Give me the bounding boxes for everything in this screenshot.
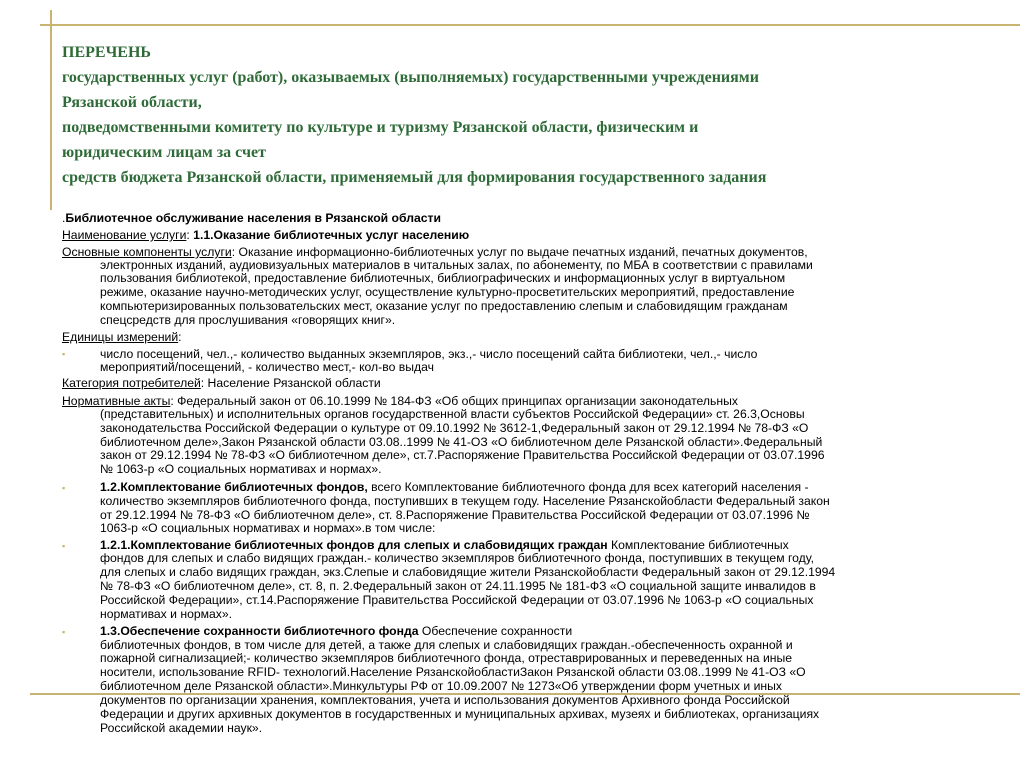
item-1-2-title: 1.2.Комплектование библиотечных фондов, [100,480,368,494]
item-1-3-line: библиотечных фондов, в том числе для детей, а также для слепых и слабовидящих граждан.-обеспеченность охранной и [100,638,793,652]
item-1-2-row [100,480,809,494]
item-1-2-1-line: № 78-ФЗ «О библиотечном деле», ст. 8, п. 2.Федеральный закон от 24.11.1995 № 181-ФЗ «О социальной защите инвалидов в [100,579,816,593]
heading-prefix: . [62,211,66,225]
item-1-3-line: Российской академии наук». [100,721,263,735]
category-row [62,376,381,390]
components-line: электронных изданий, аудиовизуальных материалов в читальных залах, по абонементу, по МБА в соответствии с правилами [100,258,813,272]
acts-text: : Федеральный закон от 06.10.1999 № 184-ФЗ «Об общих принципах организации законодательных [170,394,738,408]
title-line: Рязанской области, [62,94,202,111]
item-1-3-line: документов по организации хранения, комплектования, учета и использования документов Архивного фонда Российской [100,693,790,707]
item-1-2-1-line: фондов для слепых и слабо видящих граждан.- количество экземпляров библиотечного фонда, поступивших в текущем году, [100,551,815,565]
title-line: государственных услуг (работ), оказываемых (выполняемых) государственными учреждениями [62,69,759,86]
units-line: мероприятий/посещений, - количество мест,- кол-во выдач [100,360,434,374]
left-rule [50,10,52,210]
item-1-2-1-row [100,538,789,552]
acts-line: закон от 29.12.1994 № 78-ФЗ «О библиотечном деле», ст.7.Распоряжение Правительства Российской Федерации от 03.07.1996 [100,448,825,462]
units-sep: : [178,330,182,344]
acts-line: № 1063-р «О социальных нормативах и нормах». [100,462,382,476]
category-value: : Население Рязанской области [200,376,381,390]
acts-line: библиотечном деле»,Закон Рязанской области 03.08..1999 № 41-ОЗ «О библиотечном деле Рязанской области».Федеральный [100,435,823,449]
bullet-icon: ▪ [62,627,66,637]
item-1-2-1-line: нормативах и нормах». [100,607,233,621]
acts-label: Нормативные акты [62,394,171,408]
item-1-3-row [100,624,572,638]
components-line: спецсредств для прослушивания «говорящих книг». [100,313,396,327]
item-1-3-line: носители, использование RFID- технологий.Население РязанскойобластиЗакон Рязанской области 03.08..1999 № 41-ОЗ «О [100,665,806,679]
item-1-2-1-line: для слепых и слабо видящих граждан, экз.Слепые и слабовидящие жители Рязанскойобласти Федеральный закон от 29.12.1994 [100,565,836,579]
bullet-icon: ▪ [62,483,66,493]
item-1-2-line: от 29.12.1994 № 78-ФЗ «О библиотечном деле», ст. 8.Распоряжение Правительства Российской Федерации от 03.07.1996 № [100,508,810,522]
item-1-2-1-title: 1.2.1.Комплектование библиотечных фондов для слепых и слабовидящих граждан [100,538,608,552]
service-name-row [62,228,469,242]
components-line: компьютеризированных пользовательских мест, оказание услуг по предоставлению слепым и слабовидящим гражданам [100,299,788,313]
category-label: Категория потребителей [62,376,201,390]
service-name-sep: : [186,228,194,242]
components-label: Основные компоненты услуги [62,245,232,259]
item-1-2-line: количество экземпляров библиотечного фонда, поступивших в текущем году. Население Рязанскойобласти Федеральный закон [100,494,830,508]
components-line: режиме, оказание научно-методических услуг, осуществление культурно-просветительских мероприятий, предоставление [100,285,795,299]
heading-text: Библиотечное обслуживание населения в Рязанской области [65,211,441,225]
page-title [62,40,1012,190]
item-1-3-line: пожарной сигнализацией;- количество экземпляров библиотечного фонда, отреставрированных и переведенных на иные [100,651,793,665]
acts-row [62,394,738,408]
title-line: юридическим лицам за счет [62,144,266,161]
item-1-3-line: библиотечном деле Рязанской области».Минкультуры РФ от 10.09.2007 № 1273«Об утверждении форм учетных и иных [100,679,782,693]
item-1-3-line: Федерации и других архивных документов в государственных и муниципальных архивах, музеях и библиотеках, организациях [100,707,820,721]
item-1-2-text: всего Комплектование библиотечного фонда для всех категорий населения - [367,480,809,494]
components-text: : Оказание информационно-библиотечных услуг по выдаче печатных изданий, печатных документов, [231,245,808,259]
units-line: число посещений, чел.,- количество выданных экземпляров, экз.,- число посещений сайта библиотеки, чел.,- число [100,347,758,361]
service-name-value: 1.1.Оказание библиотечных услуг населению [193,228,470,242]
section-heading [62,211,441,225]
units-label: Единицы измерений [62,330,179,344]
item-1-2-1-text: Комплектование библиотечных [607,538,789,552]
title-line: подведомственными комитету по культуре и туризму Рязанской области, физическим и [62,119,699,136]
components-line: пользования библиотекой, предоставление библиотечных, библиографических и информационных услуг в виртуальном [100,271,786,285]
item-1-3-title: 1.3.Обеспечение сохранности библиотечного фонда [100,624,419,638]
bullet-icon: ▪ [62,349,66,359]
title-line: средств бюджета Рязанской области, применяемый для формирования государственного задания [62,169,767,186]
acts-line: (представительных) и исполнительных органов государственной власти субъектов Российской Федерации» ст. 26.3,Основы [100,407,805,421]
title-line: ПЕРЕЧЕНЬ [62,44,151,61]
units-row [62,330,182,344]
bullet-icon: ▪ [62,541,66,551]
service-name-label: Наименование услуги [62,228,187,242]
item-1-2-line: 1063-р «О социальных нормативах и нормах».в том числе: [100,521,436,535]
acts-line: законодательства Российской Федерации о культуре от 09.10.1992 № 3612-1,Федеральный закон от 29.12.1994 № 78-ФЗ «О [100,421,809,435]
top-rule [40,24,1020,26]
components-row [62,245,808,259]
item-1-2-1-line: Российской Федерации», ст.14.Распоряжение Правительства Российской Федерации от 03.07.1996 № 1063-р «О социальных [100,593,814,607]
item-1-3-text: Обеспечение сохранности [418,624,573,638]
